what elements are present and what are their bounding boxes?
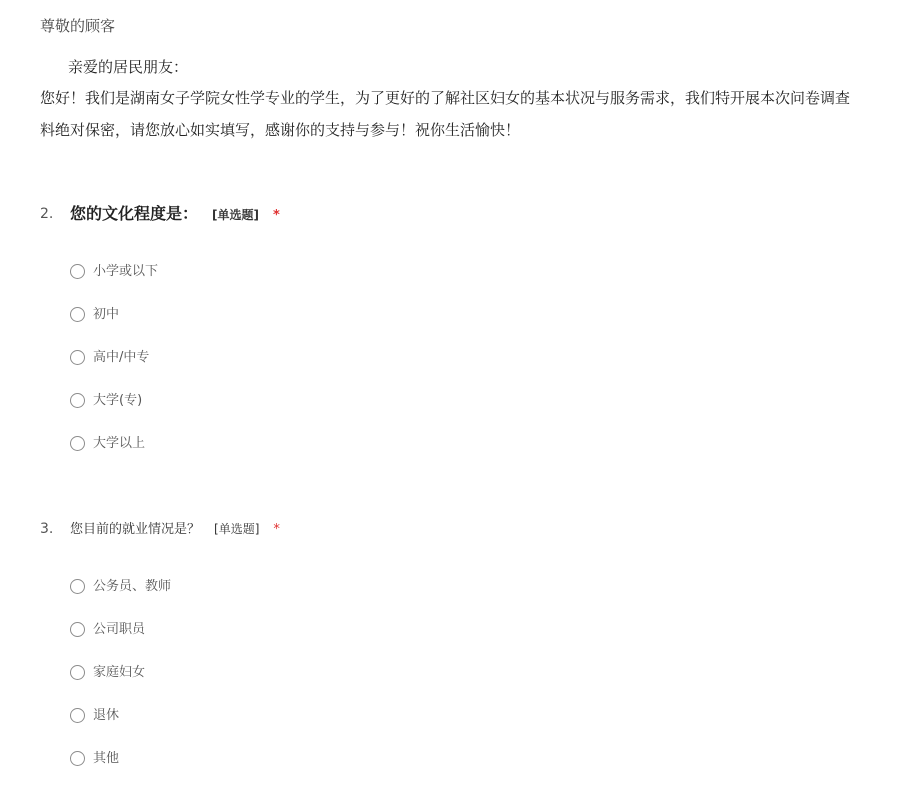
question-number: 3.	[40, 521, 54, 537]
radio-button[interactable]	[70, 350, 85, 365]
radio-button[interactable]	[70, 264, 85, 279]
greeting-text: 尊敬的顾客	[40, 17, 116, 35]
option-label: 退休	[93, 708, 120, 723]
option-label: 公司职员	[93, 622, 146, 637]
question-number: 2.	[40, 206, 54, 222]
radio-button[interactable]	[70, 665, 85, 680]
radio-button[interactable]	[70, 579, 85, 594]
question-title-row	[40, 517, 880, 541]
option-label: 小学或以下	[93, 264, 159, 279]
question-type-label: [单选题]	[214, 522, 260, 536]
intro-salutation: 亲爱的居民朋友：	[68, 58, 189, 76]
required-marker: *	[273, 522, 280, 537]
radio-button[interactable]	[70, 751, 85, 766]
intro-line-2: 料绝对保密，请您放心如实填写，感谢你的支持与参与！祝你生活愉快！	[40, 121, 521, 139]
question-title-text: 您的文化程度是：	[70, 204, 199, 223]
intro-line-1: 您好！我们是湖南女子学院女性学专业的学生，为了更好的了解社区妇女的基本状况与服务需求，我们特开展本次问卷调查	[40, 89, 851, 107]
question-title-text: 您目前的就业情况是？	[70, 522, 201, 537]
option-label: 公务员、教师	[93, 579, 172, 594]
question-title	[70, 202, 280, 228]
intro-paragraph	[40, 52, 900, 146]
question-employment	[40, 517, 880, 766]
radio-button[interactable]	[70, 708, 85, 723]
radio-button[interactable]	[70, 436, 85, 451]
radio-button[interactable]	[70, 307, 85, 322]
radio-button[interactable]	[70, 393, 85, 408]
required-marker: *	[273, 208, 280, 223]
question-title-row	[40, 202, 880, 226]
question-title	[70, 517, 280, 542]
option-label: 其他	[93, 751, 120, 766]
question-type-label: [单选题]	[212, 208, 259, 222]
option-label: 家庭妇女	[93, 665, 146, 680]
option-label: 大学(专)	[93, 393, 143, 408]
radio-button[interactable]	[70, 622, 85, 637]
option-label: 大学以上	[93, 436, 146, 451]
option-label: 初中	[93, 307, 120, 322]
question-education	[40, 202, 880, 451]
option-label: 高中/中专	[93, 350, 150, 365]
